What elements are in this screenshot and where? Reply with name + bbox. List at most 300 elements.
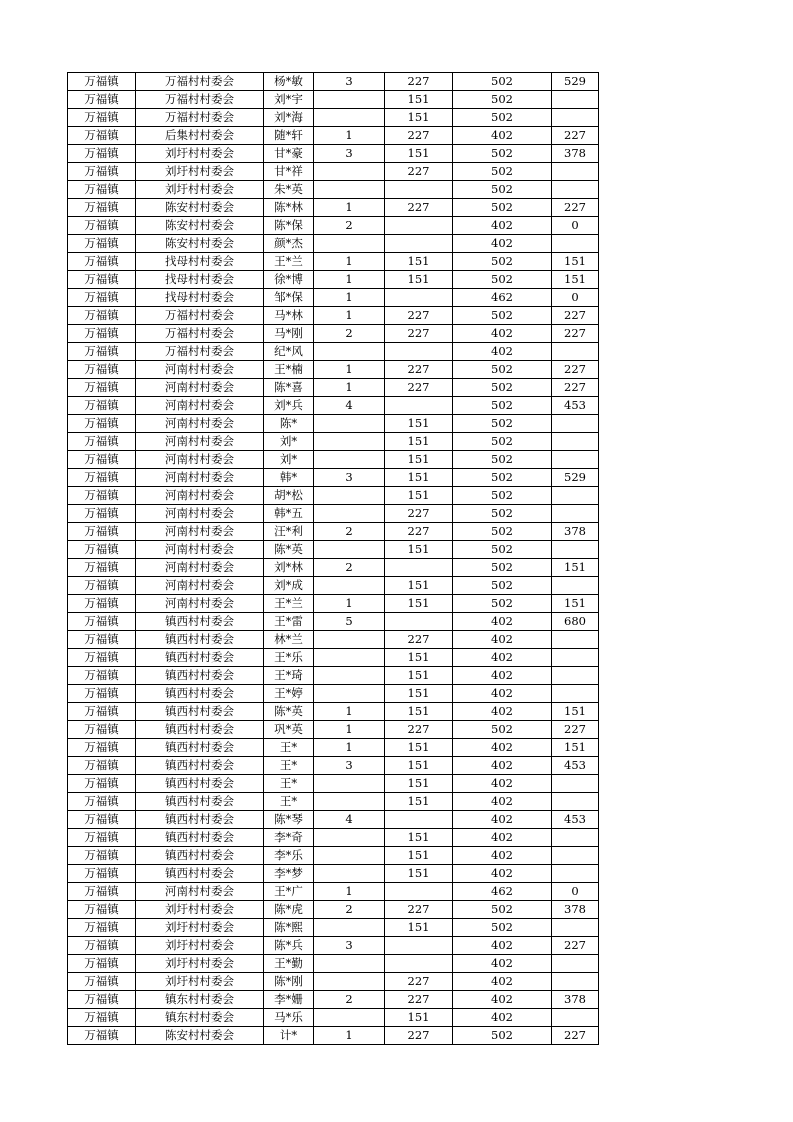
- count-cell: [314, 343, 385, 361]
- town-cell: 万福镇: [68, 757, 136, 775]
- amount-a-cell: 227: [385, 973, 453, 991]
- amount-a-cell: 151: [385, 847, 453, 865]
- count-cell: 2: [314, 901, 385, 919]
- amount-a-cell: 227: [385, 505, 453, 523]
- name-cell: 马*林: [264, 307, 314, 325]
- name-cell: 陈*林: [264, 199, 314, 217]
- count-cell: 2: [314, 559, 385, 577]
- amount-c-cell: 151: [552, 739, 599, 757]
- amount-b-cell: 502: [453, 505, 552, 523]
- town-cell: 万福镇: [68, 289, 136, 307]
- amount-b-cell: 502: [453, 541, 552, 559]
- table-row: [68, 775, 599, 793]
- amount-b-cell: 402: [453, 739, 552, 757]
- town-cell: 万福镇: [68, 199, 136, 217]
- amount-c-cell: 680: [552, 613, 599, 631]
- town-cell: 万福镇: [68, 451, 136, 469]
- amount-c-cell: 378: [552, 991, 599, 1009]
- count-cell: [314, 631, 385, 649]
- table-row: [68, 127, 599, 145]
- village-committee-cell: 镇西村村委会: [136, 847, 264, 865]
- town-cell: 万福镇: [68, 613, 136, 631]
- amount-a-cell: 151: [385, 739, 453, 757]
- name-cell: 陈*兵: [264, 937, 314, 955]
- village-committee-cell: 万福村村委会: [136, 91, 264, 109]
- amount-c-cell: [552, 667, 599, 685]
- count-cell: 2: [314, 217, 385, 235]
- amount-a-cell: 151: [385, 865, 453, 883]
- table-row: [68, 973, 599, 991]
- table-row: [68, 613, 599, 631]
- count-cell: [314, 433, 385, 451]
- amount-b-cell: 402: [453, 235, 552, 253]
- village-committee-cell: 河南村村委会: [136, 433, 264, 451]
- town-cell: 万福镇: [68, 343, 136, 361]
- count-cell: [314, 955, 385, 973]
- village-committee-cell: 镇西村村委会: [136, 811, 264, 829]
- count-cell: [314, 793, 385, 811]
- village-committee-cell: 河南村村委会: [136, 487, 264, 505]
- village-committee-cell: 河南村村委会: [136, 379, 264, 397]
- town-cell: 万福镇: [68, 991, 136, 1009]
- amount-b-cell: 502: [453, 451, 552, 469]
- town-cell: 万福镇: [68, 559, 136, 577]
- amount-c-cell: 151: [552, 559, 599, 577]
- town-cell: 万福镇: [68, 595, 136, 613]
- amount-b-cell: 502: [453, 199, 552, 217]
- village-committee-cell: 万福村村委会: [136, 109, 264, 127]
- village-committee-cell: 河南村村委会: [136, 577, 264, 595]
- village-committee-cell: 万福村村委会: [136, 343, 264, 361]
- amount-c-cell: [552, 973, 599, 991]
- town-cell: 万福镇: [68, 109, 136, 127]
- table-row: [68, 487, 599, 505]
- table-row: [68, 199, 599, 217]
- amount-a-cell: 151: [385, 271, 453, 289]
- village-committee-cell: 陈安村村委会: [136, 235, 264, 253]
- table-row: [68, 433, 599, 451]
- name-cell: 王*兰: [264, 253, 314, 271]
- village-committee-cell: 镇东村村委会: [136, 991, 264, 1009]
- amount-c-cell: 151: [552, 703, 599, 721]
- amount-c-cell: [552, 919, 599, 937]
- amount-a-cell: 227: [385, 325, 453, 343]
- table-row: [68, 325, 599, 343]
- amount-b-cell: 402: [453, 991, 552, 1009]
- count-cell: 1: [314, 1027, 385, 1045]
- village-committee-cell: 河南村村委会: [136, 541, 264, 559]
- count-cell: 1: [314, 721, 385, 739]
- amount-a-cell: 151: [385, 685, 453, 703]
- amount-a-cell: 151: [385, 469, 453, 487]
- amount-b-cell: 502: [453, 361, 552, 379]
- name-cell: 刘*兵: [264, 397, 314, 415]
- amount-a-cell: 151: [385, 577, 453, 595]
- amount-c-cell: [552, 685, 599, 703]
- count-cell: [314, 181, 385, 199]
- table-row: [68, 181, 599, 199]
- count-cell: 4: [314, 397, 385, 415]
- table-row: [68, 793, 599, 811]
- name-cell: 颜*杰: [264, 235, 314, 253]
- name-cell: 刘*成: [264, 577, 314, 595]
- amount-c-cell: [552, 487, 599, 505]
- town-cell: 万福镇: [68, 127, 136, 145]
- table-row: [68, 1009, 599, 1027]
- amount-b-cell: 402: [453, 955, 552, 973]
- amount-b-cell: 502: [453, 271, 552, 289]
- amount-c-cell: [552, 775, 599, 793]
- amount-c-cell: 151: [552, 253, 599, 271]
- village-committee-cell: 镇西村村委会: [136, 649, 264, 667]
- count-cell: [314, 163, 385, 181]
- name-cell: 王*琦: [264, 667, 314, 685]
- table-row: [68, 505, 599, 523]
- name-cell: 王*: [264, 757, 314, 775]
- table-row: [68, 649, 599, 667]
- amount-c-cell: [552, 433, 599, 451]
- table-row: [68, 271, 599, 289]
- amount-c-cell: 227: [552, 199, 599, 217]
- amount-c-cell: 151: [552, 595, 599, 613]
- amount-b-cell: 502: [453, 91, 552, 109]
- amount-a-cell: 227: [385, 379, 453, 397]
- amount-c-cell: [552, 865, 599, 883]
- amount-a-cell: 151: [385, 487, 453, 505]
- name-cell: 陈*熙: [264, 919, 314, 937]
- village-committee-cell: 镇西村村委会: [136, 865, 264, 883]
- amount-c-cell: [552, 451, 599, 469]
- count-cell: 1: [314, 289, 385, 307]
- amount-c-cell: 378: [552, 145, 599, 163]
- amount-b-cell: 502: [453, 523, 552, 541]
- amount-b-cell: 402: [453, 1009, 552, 1027]
- count-cell: [314, 667, 385, 685]
- name-cell: 陈*虎: [264, 901, 314, 919]
- village-committee-cell: 河南村村委会: [136, 451, 264, 469]
- amount-a-cell: 227: [385, 199, 453, 217]
- name-cell: 计*: [264, 1027, 314, 1045]
- table-body: [68, 73, 599, 1045]
- name-cell: 王*楠: [264, 361, 314, 379]
- count-cell: 3: [314, 73, 385, 91]
- amount-c-cell: 227: [552, 937, 599, 955]
- name-cell: 随*轩: [264, 127, 314, 145]
- village-committee-cell: 万福村村委会: [136, 325, 264, 343]
- count-cell: 3: [314, 757, 385, 775]
- amount-b-cell: 462: [453, 289, 552, 307]
- table-row: [68, 685, 599, 703]
- amount-b-cell: 402: [453, 685, 552, 703]
- table-row: [68, 109, 599, 127]
- name-cell: 马*刚: [264, 325, 314, 343]
- name-cell: 刘*: [264, 451, 314, 469]
- name-cell: 李*乐: [264, 847, 314, 865]
- amount-a-cell: 227: [385, 307, 453, 325]
- town-cell: 万福镇: [68, 973, 136, 991]
- name-cell: 徐*博: [264, 271, 314, 289]
- village-committee-cell: 镇西村村委会: [136, 667, 264, 685]
- town-cell: 万福镇: [68, 253, 136, 271]
- count-cell: 1: [314, 271, 385, 289]
- town-cell: 万福镇: [68, 73, 136, 91]
- village-committee-cell: 刘圩村村委会: [136, 937, 264, 955]
- name-cell: 朱*英: [264, 181, 314, 199]
- amount-a-cell: 151: [385, 829, 453, 847]
- village-committee-cell: 刘圩村村委会: [136, 145, 264, 163]
- amount-b-cell: 402: [453, 343, 552, 361]
- town-cell: 万福镇: [68, 433, 136, 451]
- amount-a-cell: 227: [385, 163, 453, 181]
- amount-a-cell: 151: [385, 433, 453, 451]
- name-cell: 邹*保: [264, 289, 314, 307]
- count-cell: [314, 505, 385, 523]
- town-cell: 万福镇: [68, 847, 136, 865]
- amount-b-cell: 502: [453, 595, 552, 613]
- amount-b-cell: 402: [453, 937, 552, 955]
- village-committee-cell: 河南村村委会: [136, 469, 264, 487]
- amount-a-cell: 227: [385, 991, 453, 1009]
- table-row: [68, 631, 599, 649]
- table-row: [68, 343, 599, 361]
- amount-c-cell: 0: [552, 883, 599, 901]
- village-committee-cell: 陈安村村委会: [136, 217, 264, 235]
- amount-c-cell: 227: [552, 127, 599, 145]
- count-cell: 1: [314, 379, 385, 397]
- amount-c-cell: 227: [552, 307, 599, 325]
- table-row: [68, 541, 599, 559]
- table-row: [68, 451, 599, 469]
- count-cell: [314, 577, 385, 595]
- amount-a-cell: 227: [385, 901, 453, 919]
- amount-c-cell: 378: [552, 523, 599, 541]
- town-cell: 万福镇: [68, 145, 136, 163]
- town-cell: 万福镇: [68, 271, 136, 289]
- village-committee-cell: 刘圩村村委会: [136, 955, 264, 973]
- amount-c-cell: 227: [552, 379, 599, 397]
- name-cell: 王*婷: [264, 685, 314, 703]
- amount-b-cell: 402: [453, 847, 552, 865]
- town-cell: 万福镇: [68, 163, 136, 181]
- village-committee-cell: 后集村村委会: [136, 127, 264, 145]
- amount-b-cell: 502: [453, 487, 552, 505]
- amount-b-cell: 502: [453, 919, 552, 937]
- count-cell: 3: [314, 145, 385, 163]
- town-cell: 万福镇: [68, 541, 136, 559]
- name-cell: 甘*祥: [264, 163, 314, 181]
- amount-c-cell: [552, 91, 599, 109]
- town-cell: 万福镇: [68, 469, 136, 487]
- count-cell: [314, 775, 385, 793]
- town-cell: 万福镇: [68, 217, 136, 235]
- village-committee-cell: 河南村村委会: [136, 505, 264, 523]
- village-committee-cell: 河南村村委会: [136, 361, 264, 379]
- village-committee-cell: 河南村村委会: [136, 523, 264, 541]
- count-cell: 3: [314, 937, 385, 955]
- count-cell: [314, 847, 385, 865]
- name-cell: 李*奇: [264, 829, 314, 847]
- amount-c-cell: [552, 181, 599, 199]
- name-cell: 巩*英: [264, 721, 314, 739]
- count-cell: [314, 415, 385, 433]
- town-cell: 万福镇: [68, 793, 136, 811]
- amount-b-cell: 502: [453, 145, 552, 163]
- village-committee-cell: 河南村村委会: [136, 397, 264, 415]
- name-cell: 王*雷: [264, 613, 314, 631]
- name-cell: 陈*: [264, 415, 314, 433]
- amount-c-cell: [552, 793, 599, 811]
- name-cell: 陈*琴: [264, 811, 314, 829]
- amount-b-cell: 402: [453, 811, 552, 829]
- name-cell: 刘*海: [264, 109, 314, 127]
- town-cell: 万福镇: [68, 667, 136, 685]
- village-committee-cell: 万福村村委会: [136, 307, 264, 325]
- amount-a-cell: [385, 559, 453, 577]
- town-cell: 万福镇: [68, 325, 136, 343]
- name-cell: 刘*宇: [264, 91, 314, 109]
- count-cell: 2: [314, 523, 385, 541]
- table-row: [68, 955, 599, 973]
- amount-a-cell: 227: [385, 361, 453, 379]
- amount-b-cell: 502: [453, 433, 552, 451]
- amount-a-cell: 151: [385, 1009, 453, 1027]
- amount-b-cell: 402: [453, 325, 552, 343]
- village-committee-cell: 刘圩村村委会: [136, 163, 264, 181]
- village-committee-cell: 刘圩村村委会: [136, 901, 264, 919]
- table-row: [68, 721, 599, 739]
- town-cell: 万福镇: [68, 235, 136, 253]
- amount-a-cell: 151: [385, 91, 453, 109]
- table-row: [68, 847, 599, 865]
- amount-a-cell: [385, 883, 453, 901]
- amount-c-cell: 453: [552, 757, 599, 775]
- name-cell: 林*兰: [264, 631, 314, 649]
- town-cell: 万福镇: [68, 487, 136, 505]
- table-row: [68, 991, 599, 1009]
- village-committee-cell: 镇西村村委会: [136, 721, 264, 739]
- name-cell: 刘*: [264, 433, 314, 451]
- town-cell: 万福镇: [68, 685, 136, 703]
- amount-c-cell: 453: [552, 811, 599, 829]
- amount-b-cell: 402: [453, 793, 552, 811]
- count-cell: [314, 685, 385, 703]
- village-committee-cell: 河南村村委会: [136, 595, 264, 613]
- town-cell: 万福镇: [68, 901, 136, 919]
- amount-b-cell: 402: [453, 703, 552, 721]
- name-cell: 马*乐: [264, 1009, 314, 1027]
- name-cell: 甘*豪: [264, 145, 314, 163]
- table-row: [68, 829, 599, 847]
- village-committee-cell: 万福村村委会: [136, 73, 264, 91]
- table-row: [68, 73, 599, 91]
- table-row: [68, 739, 599, 757]
- amount-c-cell: 0: [552, 289, 599, 307]
- count-cell: 1: [314, 199, 385, 217]
- amount-a-cell: 151: [385, 253, 453, 271]
- town-cell: 万福镇: [68, 523, 136, 541]
- amount-a-cell: 227: [385, 73, 453, 91]
- amount-b-cell: 462: [453, 883, 552, 901]
- amount-c-cell: [552, 505, 599, 523]
- count-cell: [314, 829, 385, 847]
- amount-c-cell: 151: [552, 271, 599, 289]
- table-row: [68, 919, 599, 937]
- amount-a-cell: [385, 937, 453, 955]
- amount-b-cell: 502: [453, 253, 552, 271]
- amount-b-cell: 502: [453, 577, 552, 595]
- amount-b-cell: 502: [453, 307, 552, 325]
- amount-b-cell: 502: [453, 901, 552, 919]
- table-row: [68, 307, 599, 325]
- amount-c-cell: [552, 1009, 599, 1027]
- village-committee-cell: 镇西村村委会: [136, 793, 264, 811]
- amount-a-cell: 227: [385, 631, 453, 649]
- name-cell: 纪*风: [264, 343, 314, 361]
- amount-b-cell: 502: [453, 1027, 552, 1045]
- count-cell: 1: [314, 703, 385, 721]
- amount-b-cell: 502: [453, 469, 552, 487]
- table-row: [68, 469, 599, 487]
- amount-b-cell: 502: [453, 181, 552, 199]
- amount-c-cell: 529: [552, 469, 599, 487]
- table-row: [68, 1027, 599, 1045]
- town-cell: 万福镇: [68, 397, 136, 415]
- amount-a-cell: 227: [385, 1027, 453, 1045]
- name-cell: 王*: [264, 793, 314, 811]
- amount-b-cell: 502: [453, 163, 552, 181]
- village-committee-cell: 镇西村村委会: [136, 829, 264, 847]
- amount-c-cell: [552, 415, 599, 433]
- amount-a-cell: [385, 289, 453, 307]
- village-committee-cell: 找母村村委会: [136, 271, 264, 289]
- count-cell: [314, 973, 385, 991]
- town-cell: 万福镇: [68, 703, 136, 721]
- table-row: [68, 523, 599, 541]
- count-cell: 2: [314, 325, 385, 343]
- town-cell: 万福镇: [68, 631, 136, 649]
- amount-a-cell: [385, 343, 453, 361]
- count-cell: [314, 451, 385, 469]
- name-cell: 韩*五: [264, 505, 314, 523]
- amount-a-cell: [385, 613, 453, 631]
- count-cell: 1: [314, 883, 385, 901]
- amount-c-cell: [552, 631, 599, 649]
- town-cell: 万福镇: [68, 181, 136, 199]
- amount-c-cell: 227: [552, 1027, 599, 1045]
- table-row: [68, 757, 599, 775]
- count-cell: 2: [314, 991, 385, 1009]
- town-cell: 万福镇: [68, 865, 136, 883]
- town-cell: 万福镇: [68, 829, 136, 847]
- amount-c-cell: [552, 235, 599, 253]
- amount-c-cell: [552, 163, 599, 181]
- table-row: [68, 883, 599, 901]
- table-row: [68, 235, 599, 253]
- table-row: [68, 379, 599, 397]
- amount-a-cell: 151: [385, 793, 453, 811]
- name-cell: 汪*利: [264, 523, 314, 541]
- data-table: [67, 72, 599, 1045]
- amount-b-cell: 402: [453, 667, 552, 685]
- village-committee-cell: 陈安村村委会: [136, 1027, 264, 1045]
- count-cell: 1: [314, 595, 385, 613]
- amount-a-cell: 151: [385, 595, 453, 613]
- town-cell: 万福镇: [68, 379, 136, 397]
- table-row: [68, 811, 599, 829]
- amount-a-cell: [385, 397, 453, 415]
- amount-b-cell: 402: [453, 865, 552, 883]
- amount-b-cell: 502: [453, 73, 552, 91]
